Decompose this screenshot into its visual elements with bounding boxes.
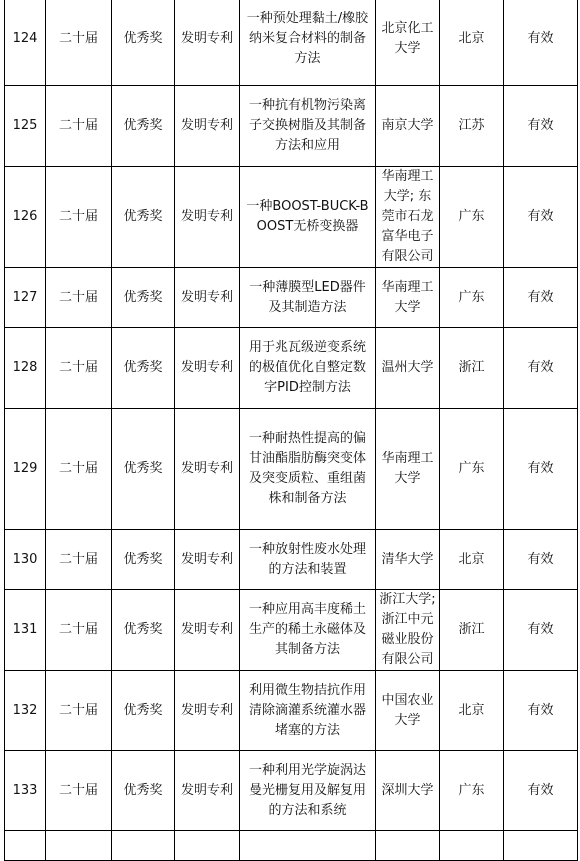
- table-row: [5, 751, 578, 831]
- cell-status: 有效: [504, 409, 578, 530]
- cell-unit: [376, 831, 440, 861]
- cell-name: 一种放射性废水处理的方法和装置: [240, 530, 376, 590]
- cell-type: 发明专利: [175, 86, 240, 167]
- cell-name: 一种薄膜型LED器件及其制造方法: [240, 268, 376, 328]
- cell-region: 江苏: [440, 86, 504, 167]
- cell-status: 有效: [504, 671, 578, 751]
- cell-name: 一种耐热性提高的偏甘油酯脂肪酶突变体及突变质粒、重组菌株和制备方法: [240, 409, 376, 530]
- cell-type: 发明专利: [175, 590, 240, 671]
- cell-unit: 华南理工大学: [376, 409, 440, 530]
- cell-award: 优秀奖: [112, 167, 175, 268]
- award-table: [4, 0, 578, 861]
- cell-session: 二十届: [46, 751, 112, 831]
- table-row: [5, 831, 578, 861]
- cell-no: 132: [5, 671, 46, 751]
- cell-type: 发明专利: [175, 530, 240, 590]
- cell-award: 优秀奖: [112, 0, 175, 86]
- cell-type: [175, 831, 240, 861]
- cell-unit: 南京大学: [376, 86, 440, 167]
- table-row: [5, 409, 578, 530]
- cell-name: 一种BOOST-BUCK-BOOST无桥变换器: [240, 167, 376, 268]
- cell-unit: 华南理工大学; 东莞市石龙富华电子有限公司: [376, 167, 440, 268]
- cell-type: 发明专利: [175, 328, 240, 409]
- cell-name: 一种应用高丰度稀土生产的稀土永磁体及其制备方法: [240, 590, 376, 671]
- cell-no: 133: [5, 751, 46, 831]
- cell-award: 优秀奖: [112, 86, 175, 167]
- table-row: [5, 530, 578, 590]
- cell-status: 有效: [504, 590, 578, 671]
- cell-type: 发明专利: [175, 167, 240, 268]
- cell-award: 优秀奖: [112, 590, 175, 671]
- cell-region: 广东: [440, 167, 504, 268]
- cell-unit: 清华大学: [376, 530, 440, 590]
- cell-no: 124: [5, 0, 46, 86]
- cell-unit: 北京化工大学: [376, 0, 440, 86]
- cell-name: 一种利用光学旋涡达曼光栅复用及解复用的方法和系统: [240, 751, 376, 831]
- cell-type: 发明专利: [175, 0, 240, 86]
- cell-status: 有效: [504, 751, 578, 831]
- cell-region: 浙江: [440, 328, 504, 409]
- cell-session: 二十届: [46, 590, 112, 671]
- cell-region: 浙江: [440, 590, 504, 671]
- cell-status: [504, 831, 578, 861]
- table-row: [5, 268, 578, 328]
- cell-session: 二十届: [46, 328, 112, 409]
- cell-region: 广东: [440, 751, 504, 831]
- cell-session: 二十届: [46, 0, 112, 86]
- cell-session: 二十届: [46, 530, 112, 590]
- cell-award: 优秀奖: [112, 530, 175, 590]
- cell-no: 131: [5, 590, 46, 671]
- cell-status: 有效: [504, 0, 578, 86]
- cell-no: 126: [5, 167, 46, 268]
- cell-type: 发明专利: [175, 671, 240, 751]
- cell-type: 发明专利: [175, 268, 240, 328]
- cell-no: 128: [5, 328, 46, 409]
- cell-award: 优秀奖: [112, 671, 175, 751]
- cell-no: 129: [5, 409, 46, 530]
- cell-name: 利用微生物拮抗作用清除滴灌系统灌水器堵塞的方法: [240, 671, 376, 751]
- cell-session: 二十届: [46, 268, 112, 328]
- table-row: [5, 0, 578, 86]
- cell-session: [46, 831, 112, 861]
- cell-session: 二十届: [46, 167, 112, 268]
- cell-region: 北京: [440, 671, 504, 751]
- cell-region: 北京: [440, 530, 504, 590]
- cell-region: 北京: [440, 0, 504, 86]
- cell-award: [112, 831, 175, 861]
- table-row: [5, 86, 578, 167]
- cell-type: 发明专利: [175, 751, 240, 831]
- cell-region: 广东: [440, 268, 504, 328]
- cell-unit: 华南理工大学: [376, 268, 440, 328]
- cell-unit: 浙江大学; 浙江中元磁业股份有限公司: [376, 590, 440, 671]
- table-row: [5, 671, 578, 751]
- cell-no: 130: [5, 530, 46, 590]
- cell-session: 二十届: [46, 86, 112, 167]
- cell-status: 有效: [504, 328, 578, 409]
- cell-unit: 温州大学: [376, 328, 440, 409]
- cell-unit: 中国农业大学: [376, 671, 440, 751]
- cell-status: 有效: [504, 268, 578, 328]
- cell-name: 一种抗有机物污染离子交换树脂及其制备方法和应用: [240, 86, 376, 167]
- cell-status: 有效: [504, 530, 578, 590]
- cell-award: 优秀奖: [112, 751, 175, 831]
- cell-award: 优秀奖: [112, 409, 175, 530]
- cell-status: 有效: [504, 86, 578, 167]
- cell-session: 二十届: [46, 409, 112, 530]
- table-row: [5, 167, 578, 268]
- cell-name: 用于兆瓦级逆变系统的极值优化自整定数字PID控制方法: [240, 328, 376, 409]
- table-row: [5, 328, 578, 409]
- cell-name: 一种预处理黏土/橡胶纳米复合材料的制备方法: [240, 0, 376, 86]
- cell-award: 优秀奖: [112, 268, 175, 328]
- cell-type: 发明专利: [175, 409, 240, 530]
- table-row: [5, 590, 578, 671]
- cell-award: 优秀奖: [112, 328, 175, 409]
- cell-session: 二十届: [46, 671, 112, 751]
- cell-status: 有效: [504, 167, 578, 268]
- cell-name: [240, 831, 376, 861]
- cell-no: 127: [5, 268, 46, 328]
- cell-region: [440, 831, 504, 861]
- cell-region: 广东: [440, 409, 504, 530]
- cell-no: 125: [5, 86, 46, 167]
- cell-unit: 深圳大学: [376, 751, 440, 831]
- cell-no: [5, 831, 46, 861]
